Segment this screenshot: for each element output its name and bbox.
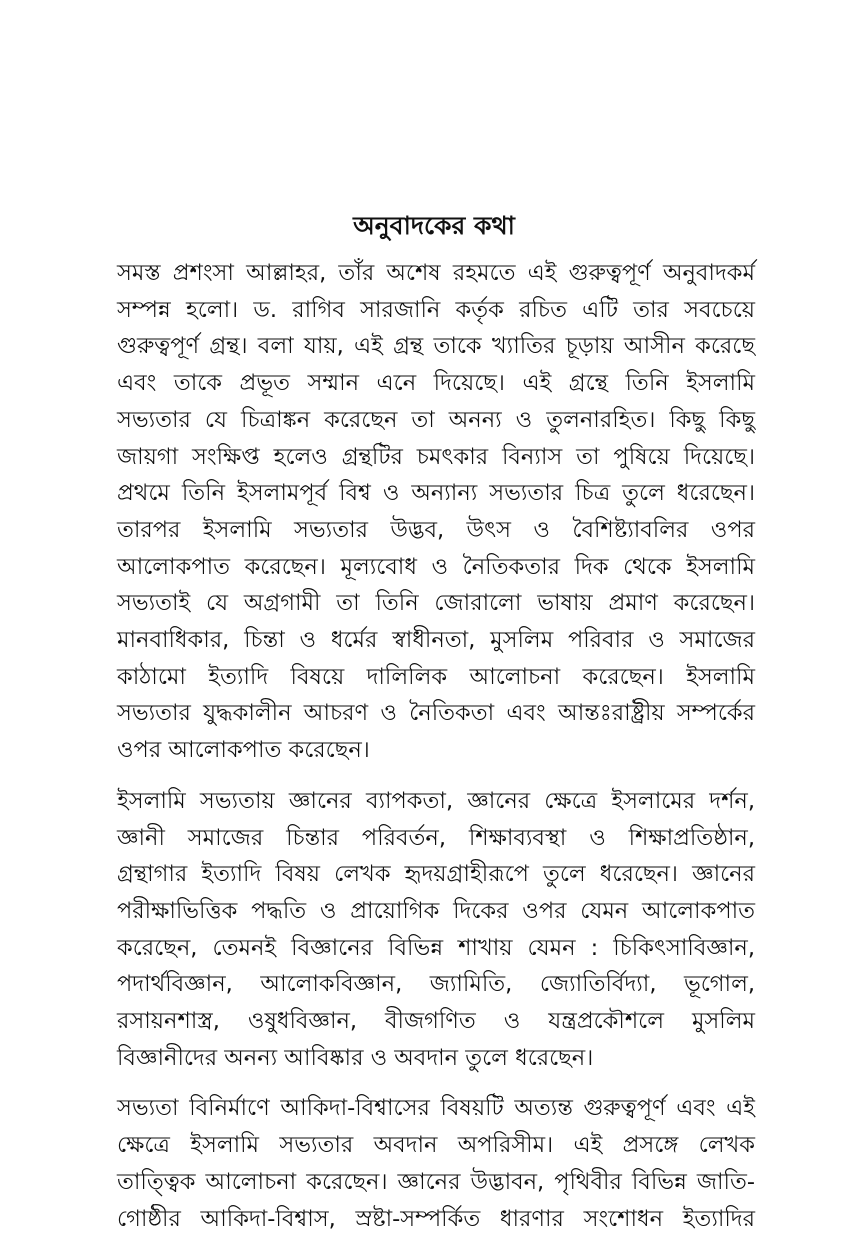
text-line: সভ্যতার যুদ্ধকালীন আচরণ ও নৈতিকতা এবং আন্তঃরাষ্ট্রীয় সম্পর্কের xyxy=(117,700,755,727)
body-text xyxy=(117,255,755,1251)
text-line: কাঠামো ইত্যাদি বিষয়ে দালিলিক আলোচনা করেছেন। ইসলামি xyxy=(117,663,755,690)
text-line: প্রথমে তিনি ইসলামপূর্ব বিশ্ব ও অন্যান্য সভ্যতার চিত্র তুলে ধরেছেন। xyxy=(117,480,755,507)
text-line: গুরুত্বপূর্ণ গ্রন্থ। বলা যায়, এই গ্রন্থ তাকে খ্যাতির চূড়ায় আসীন করেছে xyxy=(117,333,755,360)
text-line: এবং তাকে প্রভূত সম্মান এনে দিয়েছে। এই গ্রন্থে তিনি ইসলামি xyxy=(117,370,755,397)
text-line: সম্পন্ন হলো। ড. রাগিব সারজানি কর্তৃক রচিত এটি তার সবচেয়ে xyxy=(117,296,755,323)
text-line: ক্ষেত্রে ইসলামি সভ্যতার অবদান অপরিসীম। এই প্রসঙ্গে লেখক xyxy=(117,1132,755,1159)
text-line: জায়গা সংক্ষিপ্ত হলেও গ্রন্থটির চমৎকার বিন্যাস তা পুষিয়ে দিয়েছে। xyxy=(117,443,755,470)
text-line: মানবাধিকার, চিন্তা ও ধর্মের স্বাধীনতা, মুসলিম পরিবার ও সমাজের xyxy=(117,627,755,654)
text-line: গোষ্ঠীর আকিদা-বিশ্বাস, স্রষ্টা-সম্পর্কিত ধারণার সংশোধন ইত্যাদির xyxy=(117,1205,755,1232)
paragraph-3 xyxy=(117,1090,755,1237)
text-line: তাত্ত্বিক আলোচনা করেছেন। জ্ঞানের উদ্ভাবন, পৃথিবীর বিভিন্ন জাতি- xyxy=(117,1168,755,1195)
text-line: রসায়নশাস্ত্র, ওষুধবিজ্ঞান, বীজগণিত ও যন্ত্রপ্রকৌশলে মুসলিম xyxy=(117,1008,755,1035)
text-line: করেছেন, তেমনই বিজ্ঞানের বিভিন্ন শাখায় যেমন : চিকিৎসাবিজ্ঞান, xyxy=(117,934,755,961)
text-line: ইসলামি সভ্যতায় জ্ঞানের ব্যাপকতা, জ্ঞানের ক্ষেত্রে ইসলামের দর্শন, xyxy=(117,787,755,814)
text-line: আলোকপাত করেছেন। মূল্যবোধ ও নৈতিকতার দিক থেকে ইসলামি xyxy=(117,553,755,580)
text-line: সমস্ত প্রশংসা আল্লাহর, তাঁর অশেষ রহমতে এই গুরুত্বপূর্ণ অনুবাদকর্ম xyxy=(117,260,755,286)
text-line: জ্ঞানী সমাজের চিন্তার পরিবর্তন, শিক্ষাব্যবস্থা ও শিক্ষাপ্রতিষ্ঠান, xyxy=(117,824,755,851)
paragraph-2 xyxy=(117,783,755,1077)
text-line: গ্রন্থাগার ইত্যাদি বিষয় লেখক হৃদয়গ্রাহীরূপে তুলে ধরেছেন। জ্ঞানের xyxy=(117,861,755,888)
text-line: তারপর ইসলামি সভ্যতার উদ্ভব, উৎস ও বৈশিষ্ট্যাবলির ওপর xyxy=(117,516,755,543)
text-line: পদার্থবিজ্ঞান, আলোকবিজ্ঞান, জ্যামিতি, জ্যোতির্বিদ্যা, ভূগোল, xyxy=(117,971,755,998)
text-line: সভ্যতাই যে অগ্রগামী তা তিনি জোরালো ভাষায় প্রমাণ করেছেন। xyxy=(117,590,755,617)
text-line: পরীক্ষাভিত্তিক পদ্ধতি ও প্রায়োগিক দিকের ওপর যেমন আলোকপাত xyxy=(117,897,755,924)
text-line: সভ্যতা বিনির্মাণে আকিদা-বিশ্বাসের বিষয়টি অত্যন্ত গুরুত্বপূর্ণ এবং এই xyxy=(117,1095,755,1122)
text-line: বিজ্ঞানীদের অনন্য আবিষ্কার ও অবদান তুলে ধরেছেন। xyxy=(117,1044,594,1071)
text-line: ওপর আলোকপাত করেছেন। xyxy=(117,737,370,764)
page-title: অনুবাদকের কথা xyxy=(353,211,515,240)
text-line: সভ্যতার যে চিত্রাঙ্কন করেছেন তা অনন্য ও তুলনারহিত। কিছু কিছু xyxy=(117,406,755,433)
paragraph-1 xyxy=(117,255,755,769)
